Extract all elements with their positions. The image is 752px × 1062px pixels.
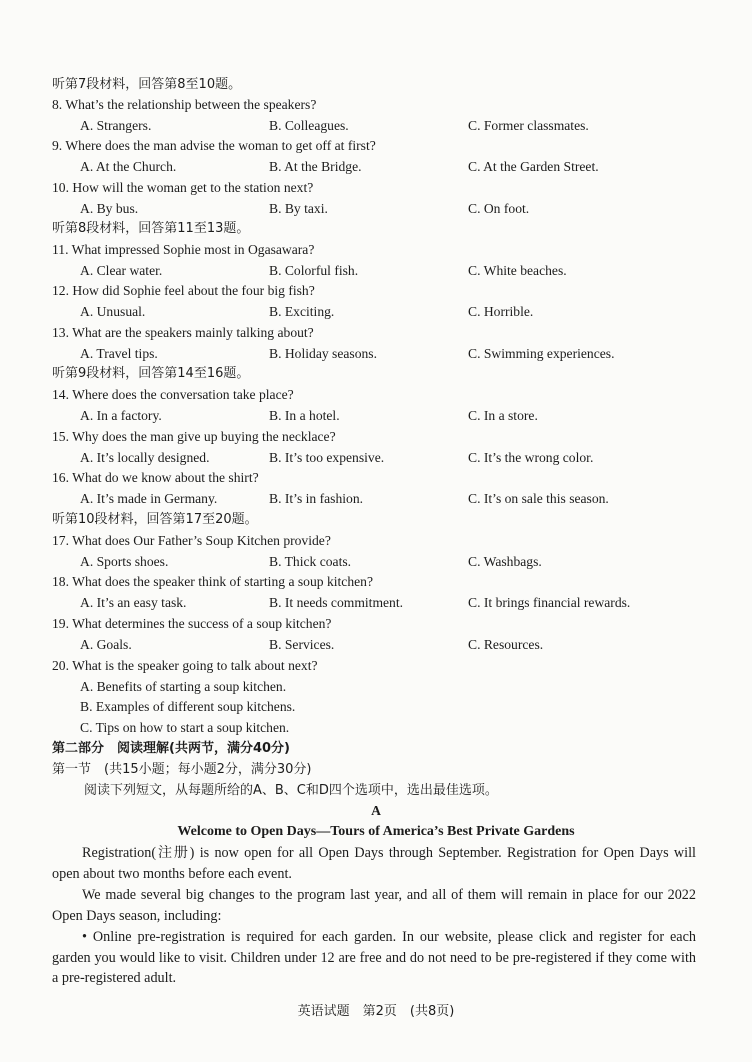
q12-option-a: A. Unusual.: [80, 304, 146, 319]
question-20: 20. What is the speaker going to talk about next?: [52, 658, 318, 673]
passage-label: A: [371, 803, 381, 818]
section-header-9: 听第9段材料，回答第14至16题。: [52, 366, 250, 381]
q16-option-c: C. It’s on sale this season.: [468, 491, 609, 506]
q12-option-b: B. Exciting.: [269, 304, 335, 319]
q18-option-b: B. It needs commitment.: [269, 595, 404, 610]
paragraph-3-text: • Online pre-registration is required for each garden. In our website, please click and register for each garden you would like to visit. Children under 12 are free and do not need to be pre-registered if they come with a pre-registered adult.: [52, 929, 696, 986]
question-17: 17. What does Our Father’s Soup Kitchen provide?: [52, 533, 331, 548]
question-11: 11. What impressed Sophie most in Ogasawara?: [52, 242, 315, 257]
q20-option-c: C. Tips on how to start a soup kitchen.: [80, 720, 290, 735]
question-14: 14. Where does the conversation take place?: [52, 387, 294, 402]
q10-option-b: B. By taxi.: [269, 201, 328, 216]
q17-option-c: C. Washbags.: [468, 554, 542, 569]
q15-option-b: B. It’s too expensive.: [269, 450, 385, 465]
question-10: 10. How will the woman get to the station next?: [52, 180, 314, 195]
passage-paragraph-3: [52, 927, 696, 989]
q19-option-b: B. Services.: [269, 637, 335, 652]
question-8: 8. What’s the relationship between the speakers?: [52, 97, 317, 112]
q9-option-b: B. At the Bridge.: [269, 159, 362, 174]
q20-option-b: B. Examples of different soup kitchens.: [80, 699, 296, 714]
section-header-7: 听第7段材料，回答第8至10题。: [52, 77, 242, 92]
paragraph-2-text: We made several big changes to the program last year, and all of them will remain in place for our 2022 Open Days season, including:: [52, 887, 696, 924]
q9-option-a: A. At the Church.: [80, 159, 177, 174]
q20-option-a: A. Benefits of starting a soup kitchen.: [80, 679, 287, 694]
q18-option-c: C. It brings financial rewards.: [468, 595, 631, 610]
q15-option-a: A. It’s locally designed.: [80, 450, 210, 465]
q15-option-c: C. It’s the wrong color.: [468, 450, 594, 465]
passage-paragraph-2: [52, 885, 696, 926]
question-12: 12. How did Sophie feel about the four big fish?: [52, 283, 315, 298]
q8-option-b: B. Colleagues.: [269, 118, 349, 133]
q11-option-c: C. White beaches.: [468, 263, 567, 278]
page-footer: 英语试题 第2页 (共8页): [297, 1004, 455, 1019]
q16-option-a: A. It’s made in Germany.: [80, 491, 218, 506]
q11-option-a: A. Clear water.: [80, 263, 163, 278]
q12-option-c: C. Horrible.: [468, 304, 534, 319]
question-16: 16. What do we know about the shirt?: [52, 470, 259, 485]
q10-option-a: A. By bus.: [80, 201, 139, 216]
question-18: 18. What does the speaker think of starting a soup kitchen?: [52, 574, 374, 589]
q16-option-b: B. It’s in fashion.: [269, 491, 364, 506]
q10-option-c: C. On foot.: [468, 201, 530, 216]
q19-option-a: A. Goals.: [80, 637, 132, 652]
part2-instruction: 阅读下列短文，从每题所给的A、B、C和D四个选项中，选出最佳选项。: [84, 783, 498, 798]
passage-title: Welcome to Open Days—Tours of America’s Best Private Gardens: [177, 824, 575, 839]
part2-section-header: 第一节 (共15小题；每小题2分，满分30分): [52, 762, 312, 777]
part2-title: 第二部分 阅读理解(共两节，满分40分): [52, 741, 290, 756]
q13-option-a: A. Travel tips.: [80, 346, 158, 361]
q17-option-b: B. Thick coats.: [269, 554, 352, 569]
q9-option-c: C. At the Garden Street.: [468, 159, 599, 174]
q17-option-a: A. Sports shoes.: [80, 554, 169, 569]
q8-option-a: A. Strangers.: [80, 118, 152, 133]
q11-option-b: B. Colorful fish.: [269, 263, 359, 278]
q13-option-c: C. Swimming experiences.: [468, 346, 615, 361]
q14-option-b: B. In a hotel.: [269, 408, 340, 423]
section-header-8: 听第8段材料，回答第11至13题。: [52, 221, 250, 236]
q19-option-c: C. Resources.: [468, 637, 544, 652]
q14-option-c: C. In a store.: [468, 408, 538, 423]
question-9: 9. Where does the man advise the woman to get off at first?: [52, 138, 376, 153]
paragraph-1-text: Registration(注册) is now open for all Open Days through September. Registration for Open Days will open about two months before each event.: [52, 845, 696, 882]
question-13: 13. What are the speakers mainly talking about?: [52, 325, 314, 340]
question-19: 19. What determines the success of a soup kitchen?: [52, 616, 332, 631]
q8-option-c: C. Former classmates.: [468, 118, 589, 133]
passage-paragraph-1: [52, 843, 696, 884]
q14-option-a: A. In a factory.: [80, 408, 162, 423]
q13-option-b: B. Holiday seasons.: [269, 346, 377, 361]
q18-option-a: A. It’s an easy task.: [80, 595, 187, 610]
section-header-10: 听第10段材料，回答第17至20题。: [52, 512, 258, 527]
question-15: 15. Why does the man give up buying the necklace?: [52, 429, 336, 444]
